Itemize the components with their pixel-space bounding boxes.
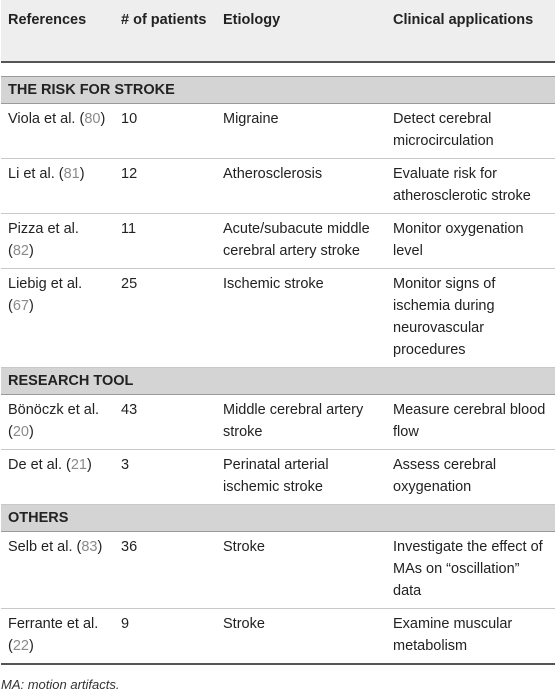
reference-number-link[interactable]: 82: [12, 242, 29, 259]
reference-number-link[interactable]: 67: [12, 297, 29, 314]
reference-cell: Selb et al. (83): [1, 531, 114, 608]
clinical-application-cell: Evaluate risk for atherosclerotic stroke: [386, 158, 555, 213]
table-row: [1, 449, 555, 504]
clinical-application-cell: Investigate the effect of MAs on “oscillation” data: [386, 531, 555, 608]
patients-cell: 36: [114, 531, 216, 608]
etiology-cell: Ischemic stroke: [216, 268, 386, 367]
patients-cell: 3: [114, 449, 216, 504]
table-row: [1, 103, 555, 158]
reference-number-link[interactable]: 81: [63, 165, 80, 182]
table-body: [1, 76, 555, 664]
reference-number-link[interactable]: 20: [12, 423, 29, 440]
header-etiology: Etiology: [216, 0, 386, 62]
reference-number-link[interactable]: 80: [84, 110, 101, 127]
clinical-application-cell: Assess cerebral oxygenation: [386, 449, 555, 504]
etiology-cell: Stroke: [216, 608, 386, 664]
reference-author: Bönöczk et al.: [8, 401, 100, 418]
patients-cell: 10: [114, 103, 216, 158]
reference-cell: De et al. (21): [1, 449, 114, 504]
reference-author: Liebig et al.: [8, 275, 83, 292]
etiology-cell: Middle cerebral artery stroke: [216, 394, 386, 449]
reference-cell: Ferrante et al. (22): [1, 608, 114, 664]
patients-cell: 43: [114, 394, 216, 449]
section-header-row: [1, 76, 555, 103]
reference-number-link[interactable]: 83: [81, 538, 98, 555]
clinical-application-cell: Measure cerebral blood flow: [386, 394, 555, 449]
references-table: [1, 0, 555, 665]
section-title: THE RISK FOR STROKE: [1, 76, 555, 103]
section-header-row: [1, 504, 555, 531]
header-references: References: [1, 0, 114, 62]
reference-number-link[interactable]: 22: [12, 637, 29, 654]
reference-cell: Liebig et al. (67): [1, 268, 114, 367]
table-row: [1, 394, 555, 449]
table-row: [1, 213, 555, 268]
section-title: RESEARCH TOOL: [1, 367, 555, 394]
section-header-row: [1, 367, 555, 394]
reference-cell: Pizza et al. (82): [1, 213, 114, 268]
header-spacer: [1, 62, 555, 76]
table-footnote: MA: motion artifacts.: [1, 676, 120, 692]
reference-author: Ferrante et al.: [8, 615, 99, 632]
reference-author: De et al.: [8, 456, 62, 473]
reference-cell: Bönöczk et al. (20): [1, 394, 114, 449]
header-clinical-applications: Clinical applications: [386, 0, 555, 62]
etiology-cell: Perinatal arterial ischemic stroke: [216, 449, 386, 504]
reference-author: Pizza et al.: [8, 220, 79, 237]
reference-cell: Li et al. (81): [1, 158, 114, 213]
clinical-application-cell: Examine muscular metabolism: [386, 608, 555, 664]
etiology-cell: Atherosclerosis: [216, 158, 386, 213]
reference-author: Selb et al.: [8, 538, 73, 555]
clinical-application-cell: Monitor oxygenation level: [386, 213, 555, 268]
patients-cell: 9: [114, 608, 216, 664]
etiology-cell: Acute/subacute middle cerebral artery stroke: [216, 213, 386, 268]
patients-cell: 25: [114, 268, 216, 367]
table-row: [1, 158, 555, 213]
table-row: [1, 531, 555, 608]
clinical-application-cell: Monitor signs of ischemia during neurovascular procedures: [386, 268, 555, 367]
table-row: [1, 608, 555, 664]
header-row: [1, 0, 555, 62]
reference-number-link[interactable]: 21: [70, 456, 87, 473]
patients-cell: 12: [114, 158, 216, 213]
reference-author: Li et al.: [8, 165, 55, 182]
etiology-cell: Migraine: [216, 103, 386, 158]
etiology-cell: Stroke: [216, 531, 386, 608]
reference-cell: Viola et al. (80): [1, 103, 114, 158]
clinical-application-cell: Detect cerebral microcirculation: [386, 103, 555, 158]
section-title: OTHERS: [1, 504, 555, 531]
patients-cell: 11: [114, 213, 216, 268]
table-row: [1, 268, 555, 367]
header-patients: # of patients: [114, 0, 216, 62]
reference-author: Viola et al.: [8, 110, 76, 127]
